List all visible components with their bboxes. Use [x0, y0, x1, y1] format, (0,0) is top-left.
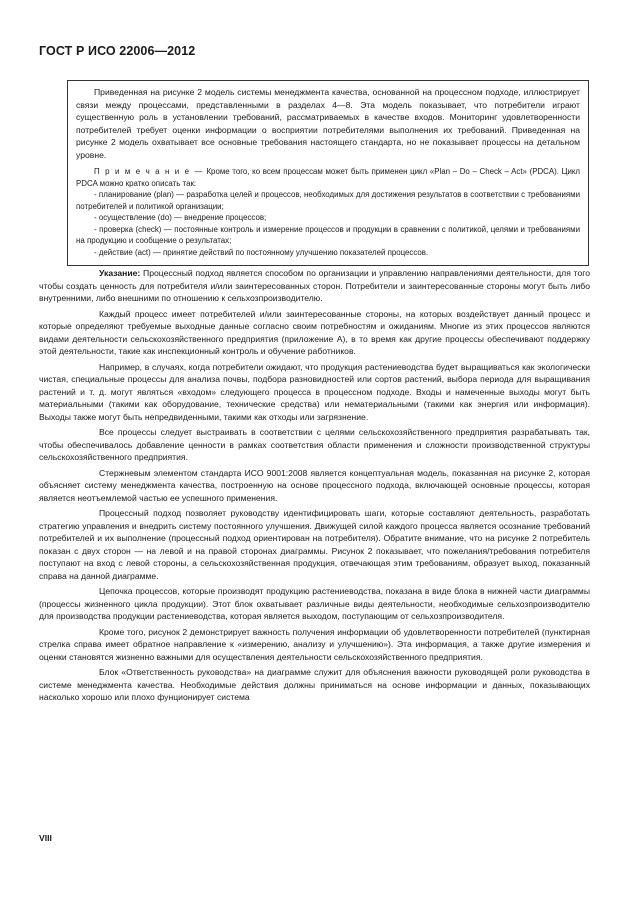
paragraph-7: Цепочка процессов, которые производят продукцию растениеводства, показана в виде блока в нижней части диаграммы (процессы жизненного цикла продукции). Этот блок охватывает различные виды деятельности, необходимые сельхозпроизводителю для производства продукции растениеводства, которая является выходом, поступающим от сельхозпроизводителя.	[39, 586, 590, 621]
paragraph-5: Стержневым элементом стандарта ИСО 9001:2008 является концептуальная модель, показанная на рисунке 2, которая объясняет систему менеджмента качества, построенную на основе процессного подхода, включающей основные процессы, которая является неотъемлемой частью ее успешного применения.	[39, 467, 590, 503]
paragraph-6: Процессный подход позволяет руководству идентифицировать шаги, которые составляют деятельность, разработать стратегию управления и внедрить систему постоянного улучшения. Движущей силой каждого процесса является осознание требований потребителей и их выполнение (процессный подход ориентирован на потребителя). Обратите внимание, что на рисунке 2 потребитель показан с двух сторон — на левой и на правой сторонах диаграммы. Рисунок 2 показывает, что пожелания/требования потребителя поступают на вход с левой стороны, а сельскохозяйственная продукция, отвечающая этим требованиям, образует выход, показанный справа на данной диаграмме.	[39, 508, 590, 581]
paragraph-2: Каждый процесс имеет потребителей и/или заинтересованные стороны, на которых воздействует данный процесс и которые определяют требуемые выходные данные согласно своим потребностям и ожиданиям. Многие из этих процессов являются видами деятельности сельскохозяйственного предприятия (приложение А), в то время как другие процессы обеспечивают поддержку этой деятельности, такие как инспекционный контроль и обучение работников.	[39, 308, 590, 356]
note-paragraph	[76, 166, 580, 189]
paragraph-indication	[39, 267, 590, 305]
indication-text: Процессный подход является способом по организации и управлению направлениями деятельности, для того чтобы создать ценность для потребителя и/или заинтересованных сторон. Потребители и заинтересованные стороны могут быть либо внутренними, либо внешними по отношению к сельхозпроизводителю.	[39, 268, 590, 303]
note-item-check: - проверка (check) — постоянные контроль и измерение процессов и продукции в сравнении с политикой, целями и требованиями на продукцию и сообщение о результатах;	[76, 224, 580, 245]
document-body	[39, 267, 590, 707]
box-paragraph: Приведенная на рисунке 2 модель системы менеджмента качества, основанной на процессном подходе, иллюстрирует связи между процессами, представленными в разделах 4—8. Эта модель показывает, что потребители играют существенную роль в установлении требований, рассматриваемых в качестве входов. Мониторинг удовлетворенности потребителей требует оценки информации о восприятии потребителями выполнения их требований. Приведенная на рисунке 2 модель охватывает все основные требования настоящего стандарта, но не показывает процессы на детальном уровне.	[76, 87, 580, 160]
note-item-act: - действие (act) — принятие действий по постоянному улучшению показателей процессов.	[94, 247, 429, 257]
note-item-do: - осуществление (do) — внедрение процессов;	[94, 213, 267, 222]
paragraph-8: Кроме того, рисунок 2 демонстрирует важность получения информации об удовлетворенности потребителей (пунктирная стрелка справа имеет обратное направление к «измерению, анализу и улучшению»). Эта информация, а также другие измерения и оценки становятся жизненно важными для осуществления деятельности сельскохозяйственного предприятия.	[39, 626, 590, 662]
note-label: П р и м е ч а н и е —	[94, 167, 204, 176]
page-number: VIII	[39, 833, 52, 843]
document-header: ГОСТ Р ИСО 22006—2012	[39, 44, 196, 58]
indication-label: Указание:	[99, 268, 141, 278]
paragraph-4: Все процессы следует выстраивать в соответствии с целями сельскохозяйственного предприятия разрабатывать так, чтобы обеспечивалось добавление ценности в рамках соответствия области применения и сложности производственной структуры сельскохозяйственного предприятия.	[39, 427, 590, 462]
paragraph-3: Например, в случаях, когда потребители ожидают, что продукция растениеводства будет выращиваться как экологически чистая, специальные процессы для анализа почвы, подбора разновидностей или сортов растений, выбора периода для выращивания растений и т. д. могут являться «входом» следующего процесса в процессном подходе. Входы и намеченные выходы могут быть материальными (такими как оборудование, технические средства) или нематериальными (такими как энергия или информация). Выходы также могут быть непредвиденными, такими как отходы или загрязнение.	[39, 361, 590, 422]
paragraph-9: Блок «Ответственность руководства» на диаграмме служит для объяснения важности руководящей роли руководства в системе менеджмента качества. Необходимые действия должны приниматься на основе информации и данных, показывающих насколько хорошо или плохо фунционирует система	[39, 667, 590, 702]
note-text: Кроме того, ко всем процессам может быть применен цикл «Plan – Do – Check – Act» (PDCA). Цикл PDCA можно кратко описать так:	[76, 167, 580, 188]
framed-text-box	[67, 80, 589, 266]
note-item-plan: - планирование (plan) — разработка целей и процессов, необходимых для достижения результатов в соответствии с требованиями потребителей и политикой организации;	[76, 190, 580, 211]
